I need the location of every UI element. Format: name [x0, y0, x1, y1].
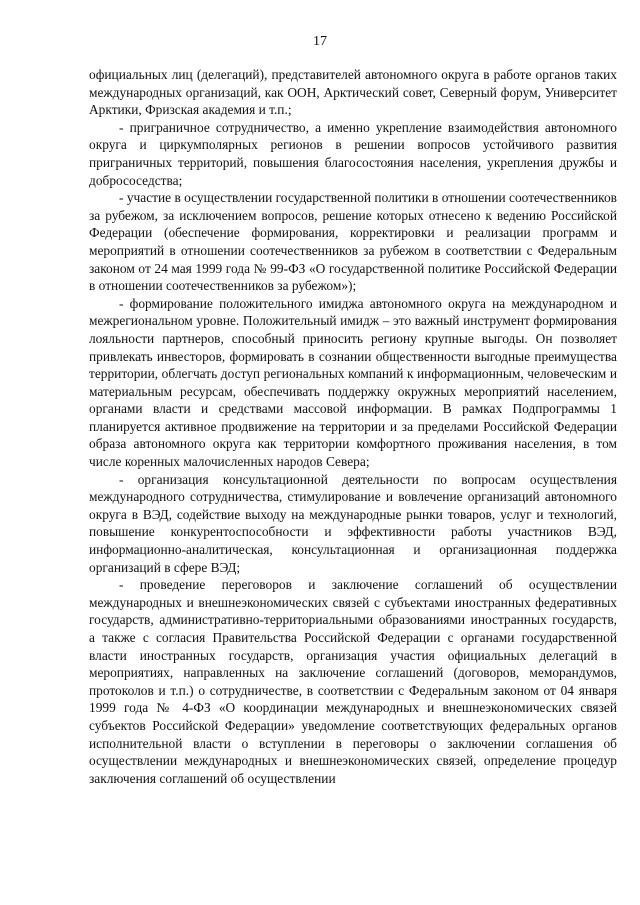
page-number: 17	[313, 34, 327, 49]
paragraph-negotiations-agreements: - проведение переговоров и заключение соглашений об осуществлении международных и внешнеэкономических связей с субъектами иностранных федеративных государств, административно-территориальными образованиями иностранных государств, а также с согласия Правительства Российской Федерации с органами государственной власти иностранных государств, организация участия официальных делегаций в мероприятиях, направленных на заключение соглашений (договоров, меморандумов, протоколов и т.п.) о сотрудничестве, в соответствии с Федеральным законом от 04 января 1999 года № 4-ФЗ «О координации международных и внешнеэкономических связей субъектов Российской Федерации» уведомление соответствующих федеральных органов исполнительной власти о вступлении в переговоры о заключении соглашения об осуществлении международных и внешнеэкономических связей, определение процедур заключения соглашений об осуществлении	[89, 577, 617, 786]
page-body	[89, 66, 617, 787]
paragraph-officials-continuation: официальных лиц (делегаций), представителей автономного округа в работе органов таких международных организаций, как ООН, Арктический совет, Северный форум, Университет Арктики, Фризская академия и т.п.;	[89, 67, 617, 118]
paragraph-border-cooperation: - приграничное сотрудничество, а именно укрепление взаимодействия автономного округа и циркумполярных регионов в решении вопросов устойчивого развития приграничных территорий, повышения благосостояния населения, укрепления дружбы и добрососедства;	[89, 119, 617, 188]
paragraph-positive-image: - формирование положительного имиджа автономного округа на международном и межрегиональном уровне. Положительный имидж – это важный инструмент формирования лояльности партнеров, способный приносить региону крупные выгоды. Он позволяет привлекать инвесторов, формировать в сознании общественности выгодные преимущества территории, облегчать доступ региональных компаний к информационным, человеческим и материальным ресурсам, обеспечивать поддержку окружных мероприятий населением, органами власти и средствами массовой информации. В рамках Подпрограммы 1 планируется активное продвижение на территории и за пределами Российской Федерации образа автономного округа как территории комфортного проживания населения, в том числе коренных малочисленных народов Севера;	[89, 295, 617, 470]
paragraph-compatriots-policy: - участие в осуществлении государственной политики в отношении соотечественников за рубежом, за исключением вопросов, решение которых отнесено к ведению Российской Федерации (обеспечение формирования, корректировки и реализации программ и мероприятий в отношении соотечественников за рубежом в соответствии с Федеральным законом от 24 мая 1999 года № 99-ФЗ «О государственной политике Российской Федерации в отношении соотечественников за рубежом»);	[89, 190, 617, 294]
paragraph-consulting-activity: - организация консультационной деятельности по вопросам осуществления международного сотрудничества, стимулирование и вовлечение организаций автономного округа в ВЭД, содействие выходу на международные рынки товаров, услуг и технологий, повышение конкурентоспособности и эффективности работы участников ВЭД, информационно-аналитическая, консультационная и организационная поддержка организаций в сфере ВЭД;	[89, 471, 617, 575]
